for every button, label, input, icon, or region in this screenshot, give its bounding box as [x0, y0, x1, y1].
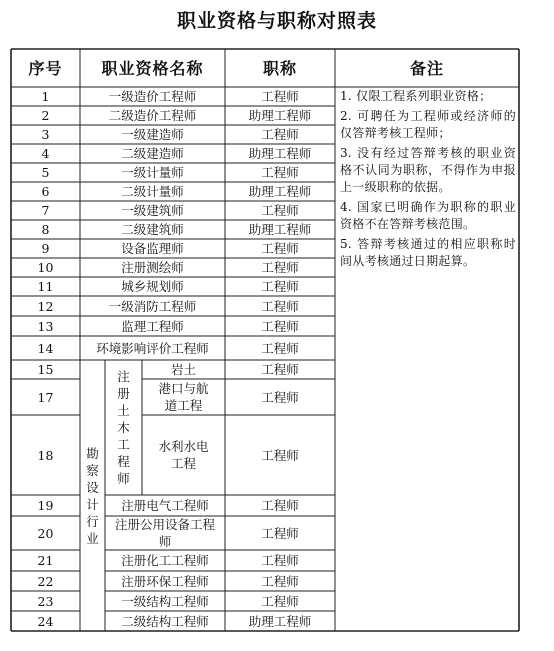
- row-number: 18: [37, 447, 54, 463]
- group-label-civil-engineer-char: 注: [117, 369, 130, 384]
- group-label-civil-engineer-char: 工: [117, 437, 130, 452]
- row-number: 1: [41, 89, 50, 104]
- title-cell: 工程师: [261, 447, 299, 463]
- title-cell: 工程师: [261, 340, 299, 356]
- qualification-name: 二级建筑师: [121, 222, 184, 237]
- title-cell: 工程师: [261, 260, 299, 275]
- group-label-civil-engineer-char: 土: [117, 403, 130, 418]
- qualification-name: 一级建造师: [121, 127, 184, 142]
- group-label-survey-design-char: 计: [86, 496, 99, 512]
- group-label-survey-design-char: 业: [86, 530, 99, 546]
- page-title: 职业资格与职称对照表: [176, 10, 377, 32]
- row-number: 23: [37, 593, 54, 609]
- row-number: 15: [37, 362, 54, 377]
- qualification-name: 一级计量师: [121, 165, 184, 180]
- row-number: 22: [37, 573, 54, 589]
- qualification-name: 一级建筑师: [121, 203, 184, 218]
- title-cell: 工程师: [261, 362, 299, 377]
- group-label-survey-design-char: 察: [86, 462, 99, 478]
- qualification-name: 一级消防工程师: [108, 298, 197, 314]
- group-label-civil-engineer-char: 程: [117, 454, 130, 469]
- note-item: 3. 没有经过答辩考核的职业资格不认同为职称，不得作为申报上一级职称的依据。: [340, 146, 516, 194]
- row-number: 21: [37, 553, 54, 568]
- qualification-name: 监理工程师: [121, 318, 184, 334]
- title-cell: 工程师: [261, 389, 299, 405]
- row-number: 24: [37, 613, 54, 629]
- title-cell: 工程师: [261, 279, 299, 294]
- qualification-name: 二级造价工程师: [108, 108, 197, 123]
- qualification-name: 注册测绘师: [121, 260, 184, 275]
- group-label-civil-engineer: [105, 360, 142, 495]
- header-title: 职称: [262, 58, 297, 78]
- title-cell: 工程师: [261, 573, 299, 589]
- note-item: 1. 仅限工程系列职业资格；: [340, 89, 492, 103]
- title-cell: 工程师: [261, 593, 299, 609]
- row-number: 5: [41, 165, 50, 180]
- qualification-name: 二级结构工程师: [121, 613, 209, 629]
- qualification-name: 注册化工工程师: [121, 553, 209, 568]
- qualification-name: 注册环保工程师: [121, 573, 209, 589]
- title-cell: 工程师: [261, 89, 299, 104]
- title-cell: 工程师: [261, 553, 299, 568]
- title-cell: 工程师: [261, 298, 299, 314]
- qualification-name: 城乡规划师: [121, 279, 184, 294]
- qualification-name: 环境影响评价工程师: [96, 340, 209, 356]
- row-number: 12: [37, 298, 54, 314]
- header-qualification: 职业资格名称: [101, 58, 204, 78]
- qualification-name: 一级结构工程师: [121, 593, 209, 609]
- title-cell: 工程师: [261, 525, 299, 541]
- qualification-name: 二级计量师: [121, 184, 184, 199]
- note-item: 5. 答辩考核通过的相应职称时间从考核通过日期起算。: [340, 237, 516, 268]
- header-notes: 备注: [409, 58, 444, 78]
- title-cell: 工程师: [261, 241, 299, 256]
- title-cell: 助理工程师: [248, 108, 312, 123]
- title-cell: 助理工程师: [248, 146, 312, 161]
- qualification-name: 水利水电工程: [158, 439, 209, 471]
- row-number: 4: [41, 146, 50, 161]
- group-label-survey-design-char: 勘: [86, 445, 99, 461]
- row-number: 17: [37, 389, 54, 405]
- group-label-civil-engineer-char: 木: [117, 420, 130, 435]
- qualification-name: 一级造价工程师: [108, 89, 197, 104]
- qualification-name: 岩土: [170, 362, 196, 377]
- title-cell: 助理工程师: [248, 222, 312, 237]
- group-label-survey-design-char: 行: [86, 513, 99, 529]
- title-cell: 工程师: [261, 165, 299, 180]
- row-number: 20: [37, 525, 54, 541]
- row-number: 14: [37, 340, 54, 356]
- row-number: 11: [37, 279, 54, 294]
- title-cell: 助理工程师: [248, 184, 312, 199]
- row-number: 8: [41, 222, 50, 237]
- row-number: 6: [41, 184, 50, 199]
- qualification-name: 二级建造师: [121, 146, 184, 161]
- row-number: 10: [37, 260, 54, 275]
- row-number: 7: [41, 203, 50, 218]
- row-number: 9: [41, 241, 50, 256]
- row-number: 13: [37, 318, 54, 334]
- title-cell: 工程师: [261, 127, 299, 142]
- qualification-name: 注册公用设备工程师: [114, 517, 215, 549]
- qualification-name: 设备监理师: [121, 241, 184, 256]
- notes: [340, 88, 516, 273]
- group-label-survey-design-char: 设: [86, 479, 99, 495]
- qualification-name: 注册电气工程师: [121, 498, 209, 513]
- group-label-civil-engineer-char: 师: [117, 471, 130, 486]
- title-cell: 工程师: [261, 318, 299, 334]
- note-item: 2. 可聘任为工程师或经济师的仅答辩考核工程师；: [340, 109, 516, 140]
- row-number: 3: [41, 127, 50, 142]
- group-label-survey-design: [80, 360, 105, 631]
- title-cell: 工程师: [261, 203, 299, 218]
- title-cell: 工程师: [261, 498, 299, 513]
- title-cell: 助理工程师: [248, 613, 312, 629]
- qualification-name: 港口与航道工程: [158, 381, 209, 413]
- group-label-civil-engineer-char: 册: [117, 386, 130, 401]
- row-number: 2: [41, 108, 50, 123]
- row-number: 19: [37, 498, 54, 513]
- header-seq: 序号: [28, 58, 63, 78]
- note-item: 4. 国家已明确作为职称的职业资格不在答辩考核范围。: [340, 200, 516, 231]
